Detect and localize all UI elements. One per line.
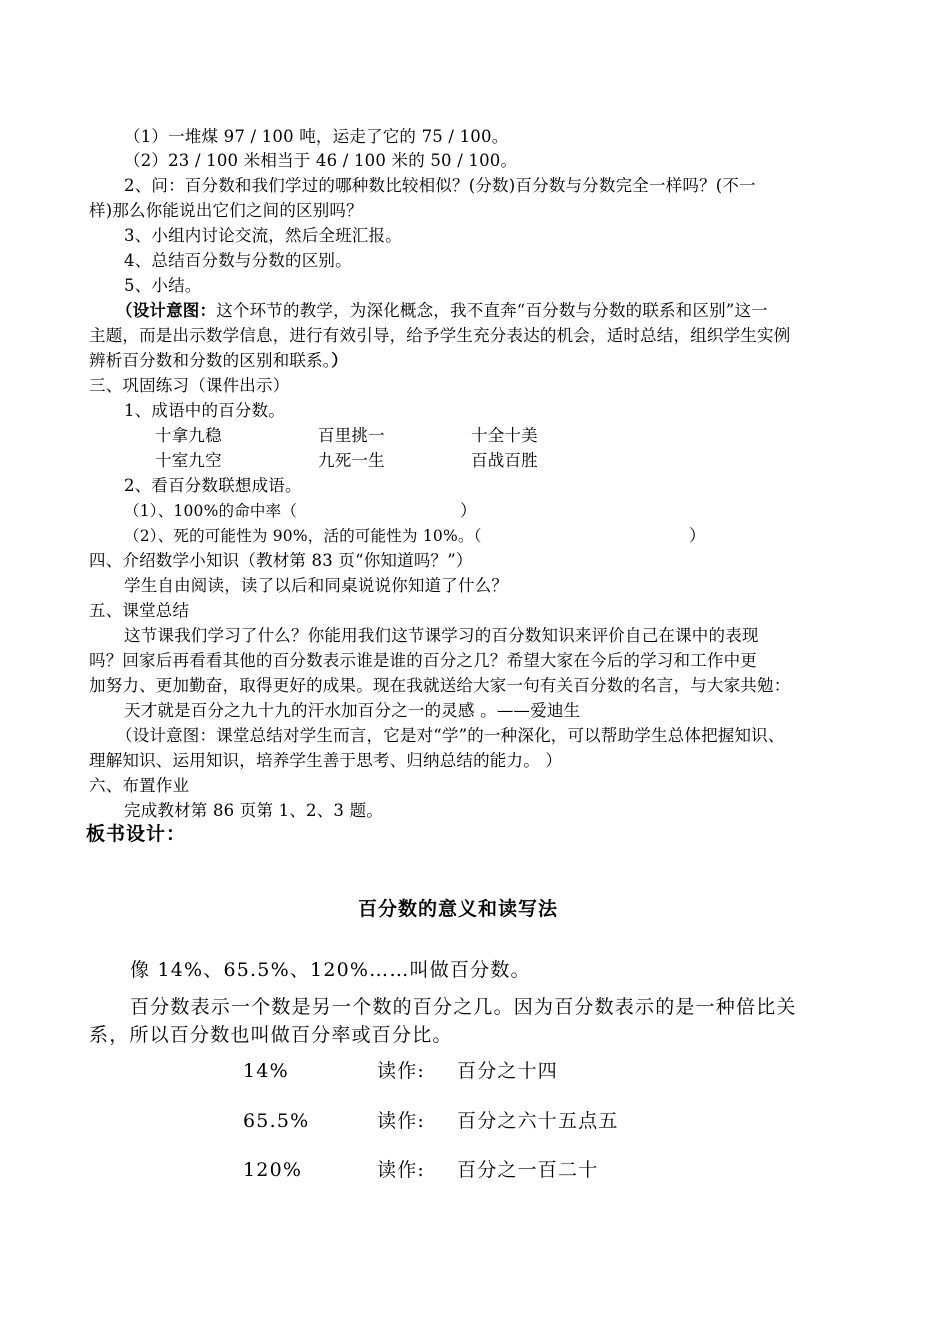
exercise-1: 1、成语中的百分数。: [124, 401, 285, 420]
reading-text: 百分之一百二十: [457, 1159, 599, 1181]
board-paragraph-2-line2: 系，所以百分数也叫做百分率或百分比。: [89, 1024, 453, 1046]
idiom: 十全十美: [471, 426, 538, 445]
summary-line2: 吗？回家后再看看其他的百分数表示谁是谁的百分之几？希望大家在今后的学习和工作中更: [89, 651, 757, 670]
homework: 完成教材第 86 页第 1、2、3 题。: [124, 801, 383, 820]
reading-text: 百分之十四: [457, 1060, 559, 1082]
quote: 天才就是百分之九十九的汗水加百分之一的灵感 。——爱迪生: [124, 701, 581, 720]
design-intent-2-line2: 理解知识、运用知识，培养学生善于思考、归纳总结的能力。 ）: [89, 751, 563, 770]
exercise-2-item1: （1）、100%的命中率（: [124, 502, 298, 520]
reading-label: 读作:: [377, 1110, 426, 1132]
step-4: 4、总结百分数与分数的区别。: [124, 251, 352, 270]
step-3: 3、小组内讨论交流，然后全班汇报。: [124, 226, 402, 245]
idiom: 百战百胜: [471, 451, 538, 470]
design-intent-1-line1: [116, 299, 768, 323]
reading-number: 65.5%: [243, 1110, 310, 1132]
question-2-line2: 样)那么你能说出它们之间的区别吗？: [89, 201, 363, 220]
reading-number: 14%: [243, 1060, 289, 1082]
board-paragraph-2-line1: 百分数表示一个数是另一个数的百分之几。因为百分数表示的是一种倍比关: [130, 996, 797, 1018]
question-2-line1: 2、问：百分数和我们学过的哪种数比较相似？(分数)百分数与分数完全一样吗？(不一: [124, 176, 756, 195]
reading-number: 120%: [243, 1159, 303, 1181]
exercise-2: 2、看百分数联想成语。: [124, 476, 302, 495]
summary-line1: 这节课我们学习了什么？你能用我们这节课学习的百分数知识来评价自己在课中的表现: [124, 626, 759, 645]
step-5: 5、小结。: [124, 276, 202, 295]
section-6-heading: 六、布置作业: [89, 776, 190, 795]
idiom: 十拿九稳: [155, 426, 222, 445]
design-intent-1-line2: 主题，而是出示数学信息，进行有效引导，给予学生充分表达的机会，适时总结，组织学生实例: [89, 326, 791, 345]
board-design-heading: 板书设计：: [86, 823, 187, 845]
design-intent-2-line1: （设计意图：课堂总结对学生而言，它是对“学”的一种深化，可以帮助学生总体把握知识、: [116, 726, 785, 745]
exercise-2-item2-close: ）: [689, 526, 706, 545]
design-intent-label: （设计意图：: [116, 301, 217, 320]
example-2: （2）23 / 100 米相当于 46 / 100 米的 50 / 100。: [124, 151, 518, 170]
design-intent-text: 这个环节的教学，为深化概念，我不直奔“百分数与分数的联系和区别”这一: [216, 301, 768, 320]
exercise-2-item2: （2）、死的可能性为 90%，活的可能性为 10%。（: [124, 527, 482, 545]
idiom: 九死一生: [318, 451, 385, 470]
section-4-text: 学生自由阅读，读了以后和同桌说说你知道了什么？: [124, 576, 509, 595]
section-5-heading: 五、课堂总结: [89, 601, 190, 620]
design-intent-1-line3: [89, 349, 348, 373]
reading-label: 读作:: [377, 1060, 426, 1082]
example-1: （1）一堆煤 97 / 100 吨，运走了它的 75 / 100。: [124, 127, 509, 146]
design-intent-end: 辨析百分数和分数的区别和联系。: [89, 351, 332, 370]
summary-line3: 加努力、更加勤奋，取得更好的成果。现在我就送给大家一句有关百分数的名言，与大家共勉：: [89, 676, 791, 695]
idiom: 百里挑一: [318, 426, 385, 445]
reading-label: 读作:: [377, 1159, 426, 1181]
idiom: 十室九空: [155, 451, 222, 470]
section-4-heading: 四、介绍数学小知识（教材第 83 页“你知道吗？”）: [89, 551, 473, 570]
board-title: 百分数的意义和读写法: [358, 898, 559, 920]
exercise-2-item1-close: ）: [460, 501, 477, 520]
board-paragraph-1: 像 14%、65.5%、120%……叫做百分数。: [130, 959, 531, 981]
section-3-heading: 三、巩固练习（课件出示）: [89, 376, 290, 395]
reading-text: 百分之六十五点五: [457, 1110, 619, 1132]
design-intent-close: ）: [331, 351, 348, 370]
